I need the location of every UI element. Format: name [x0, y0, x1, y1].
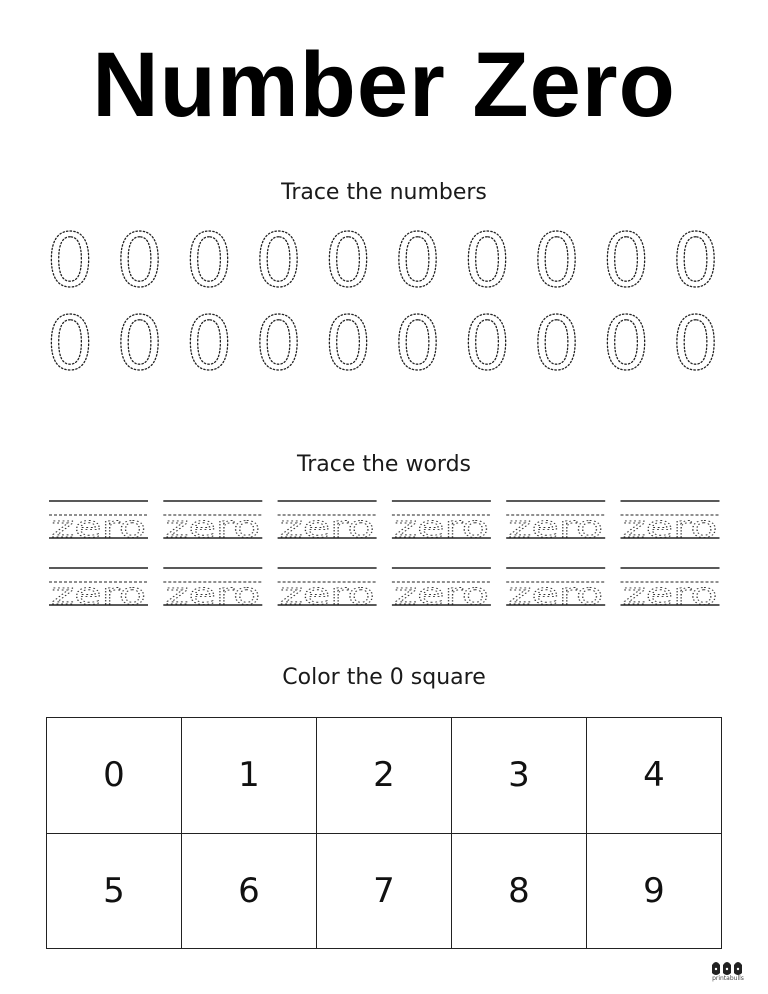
trace-digit[interactable]: 0: [671, 218, 720, 304]
trace-digit[interactable]: 0: [254, 218, 303, 304]
trace-word[interactable]: zero: [51, 577, 146, 611]
trace-word[interactable]: zero: [508, 577, 604, 611]
trace-word-box[interactable]: [278, 568, 377, 611]
trace-word-box[interactable]: [621, 568, 720, 611]
trace-word[interactable]: zero: [393, 577, 489, 611]
trace-digit[interactable]: 0: [532, 301, 581, 387]
grid-cell-6[interactable]: 6: [182, 833, 317, 949]
trace-digit[interactable]: 0: [115, 218, 164, 304]
trace-word-box[interactable]: [621, 501, 720, 544]
grid-cell-9[interactable]: 9: [587, 833, 722, 949]
trace-word[interactable]: zero: [622, 510, 718, 544]
trace-word[interactable]: zero: [508, 510, 604, 544]
grid-cell-5[interactable]: 5: [47, 833, 182, 949]
trace-digit[interactable]: 0: [393, 301, 442, 387]
grid-cell-3[interactable]: 3: [452, 718, 587, 834]
trace-word-box[interactable]: [506, 568, 605, 611]
trace-word[interactable]: zero: [165, 577, 261, 611]
trace-word[interactable]: zero: [279, 510, 375, 544]
trace-word[interactable]: zero: [622, 577, 718, 611]
page-title: Number Zero: [92, 34, 676, 136]
trace-digit[interactable]: 0: [463, 301, 511, 387]
number-color-grid: [46, 717, 722, 949]
trace-word-box[interactable]: [392, 568, 491, 611]
trace-digit[interactable]: 0: [393, 218, 442, 304]
trace-word-box[interactable]: [163, 568, 262, 611]
trace-words-heading: Trace the words: [297, 452, 471, 477]
trace-digit[interactable]: 0: [185, 301, 233, 387]
trace-digit[interactable]: 0: [602, 301, 650, 387]
trace-digit[interactable]: 0: [324, 218, 372, 304]
trace-word[interactable]: zero: [393, 510, 489, 544]
grid-row: [47, 833, 722, 949]
grid-cell-8[interactable]: 8: [452, 833, 587, 949]
trace-digit[interactable]: 0: [671, 301, 720, 387]
trace-digit[interactable]: 0: [532, 218, 581, 304]
trace-word-box[interactable]: [278, 501, 377, 544]
trace-word-box[interactable]: [49, 501, 148, 544]
trace-word-box[interactable]: [49, 568, 148, 611]
trace-digit[interactable]: 0: [602, 218, 650, 304]
trace-digit[interactable]: 0: [254, 301, 303, 387]
grid-row: [47, 718, 722, 834]
trace-word[interactable]: zero: [165, 510, 261, 544]
trace-digit[interactable]: 0: [46, 218, 94, 304]
trace-digit[interactable]: 0: [463, 218, 511, 304]
trace-digit[interactable]: 0: [324, 301, 372, 387]
trace-word-box[interactable]: [506, 501, 605, 544]
trace-digit[interactable]: 0: [115, 301, 164, 387]
trace-word[interactable]: zero: [279, 577, 375, 611]
grid-cell-7[interactable]: 7: [317, 833, 452, 949]
trace-digit[interactable]: 0: [46, 301, 94, 387]
grid-cell-1[interactable]: 1: [182, 718, 317, 834]
trace-numbers-heading: Trace the numbers: [281, 180, 487, 205]
trace-word-box[interactable]: [392, 501, 491, 544]
trace-word-box[interactable]: [163, 501, 262, 544]
trace-word[interactable]: zero: [51, 510, 146, 544]
trace-digit[interactable]: 0: [185, 218, 233, 304]
color-square-heading: Color the 0 square: [282, 665, 486, 690]
brand-name: printabulls: [712, 975, 744, 982]
grid-cell-2[interactable]: 2: [317, 718, 452, 834]
grid-cell-4[interactable]: 4: [587, 718, 722, 834]
grid-cell-0[interactable]: 0: [47, 718, 182, 834]
